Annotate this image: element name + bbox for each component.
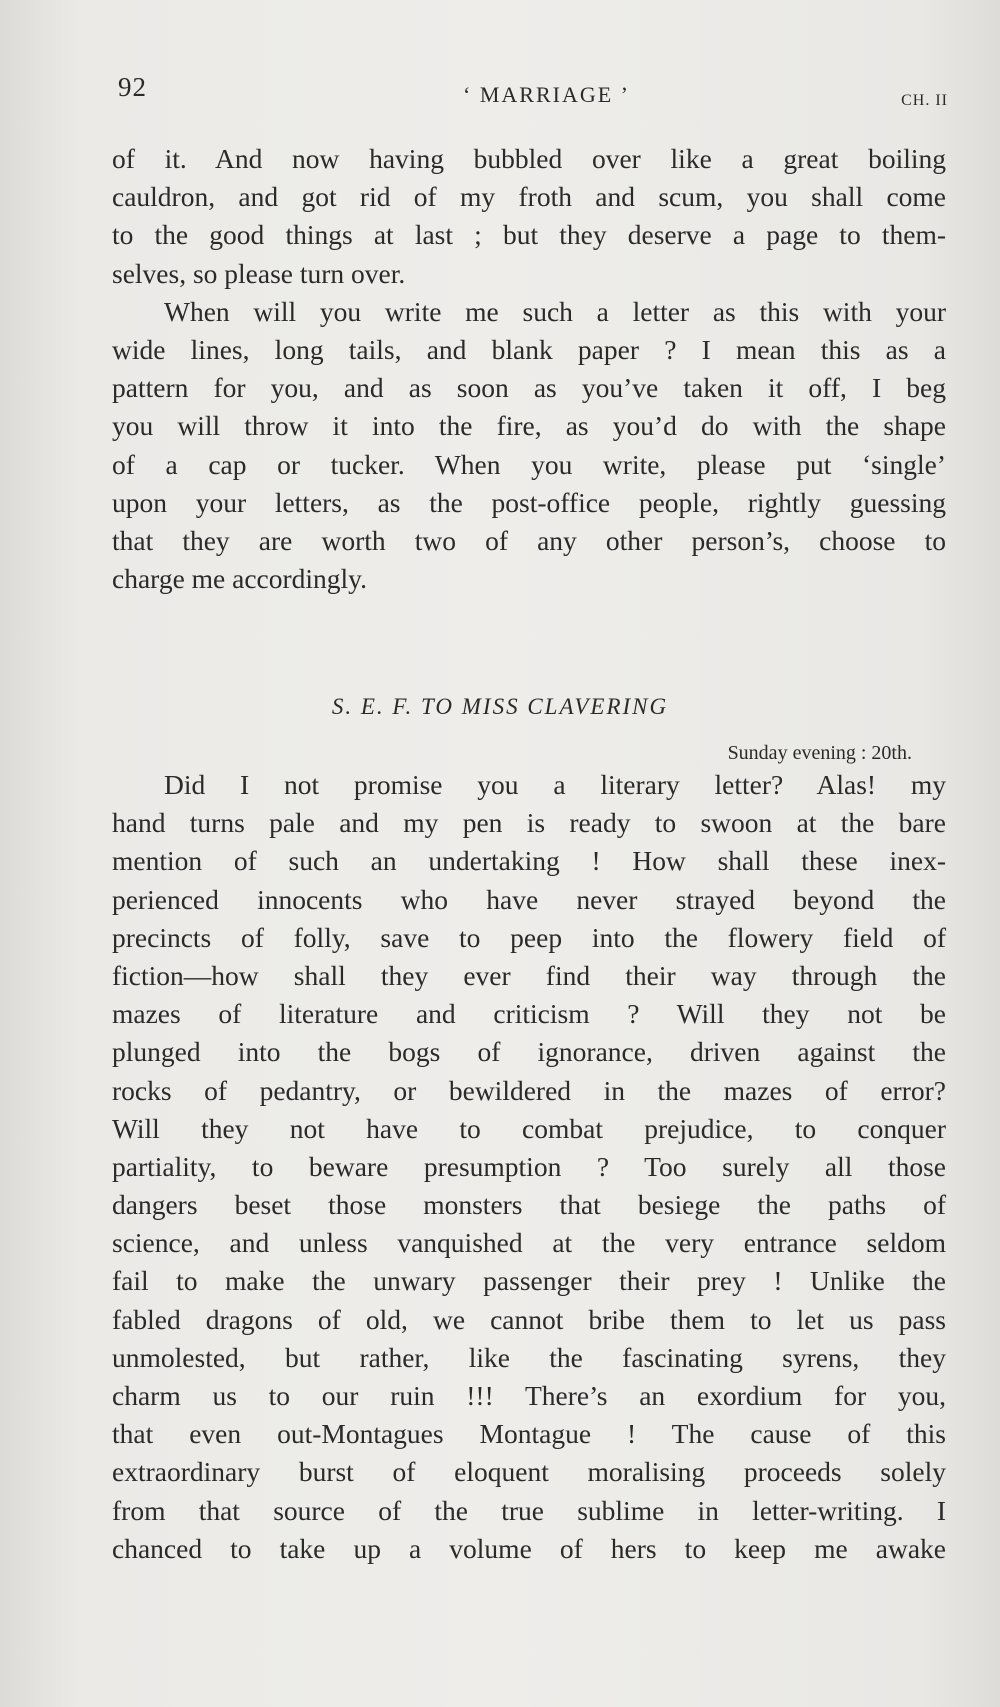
text-line: plunged into the bogs of ignorance, driven against the <box>112 1036 946 1068</box>
letter-heading: S. E. F. TO MISS CLAVERING <box>331 694 669 719</box>
text-line: extraordinary burst of eloquent moralising proceeds solely <box>112 1456 946 1488</box>
text-line: fail to make the unwary passenger their prey ! Unlike the <box>112 1265 946 1297</box>
paragraph-block-2 <box>112 766 946 1568</box>
text-line: fiction—how shall they ever find their way through the <box>112 959 946 991</box>
text-line: hand turns pale and my pen is ready to swoon at the bare <box>112 807 946 839</box>
text-line: of it. And now having bubbled over like a great boiling <box>112 143 946 174</box>
page-number: 92 <box>118 72 147 102</box>
text-line: that they are worth two of any other person’s, choose to <box>112 524 946 556</box>
text-line: partiality, to beware presumption ? Too surely all those <box>112 1150 946 1182</box>
text-line: upon your letters, as the post-office people, rightly guessing <box>112 486 946 518</box>
text-line: fabled dragons of old, we cannot bribe them to let us pass <box>112 1303 946 1335</box>
text-line: Will they not have to combat prejudice, to conquer <box>112 1112 946 1144</box>
text-line: mazes of literature and criticism ? Will they not be <box>112 998 946 1030</box>
text-line: selves, so please turn over. <box>112 257 406 289</box>
text-line: to the good things at last ; but they deserve a page to them- <box>112 219 946 251</box>
text-line: dangers beset those monsters that besiege the paths of <box>112 1189 946 1221</box>
text-line: pattern for you, and as soon as you’ve taken it off, I beg <box>112 372 946 404</box>
text-line: charm us to our ruin !!! There’s an exordium for you, <box>112 1380 946 1411</box>
text-line: science, and unless vanquished at the very entrance seldom <box>112 1227 946 1259</box>
chapter-label: CH. II <box>901 92 948 109</box>
text-line: mention of such an undertaking ! How shall these inex- <box>112 845 946 877</box>
text-line: you will throw it into the fire, as you’d do with the shape <box>112 410 946 442</box>
text-line: charge me accordingly. <box>112 563 368 595</box>
text-line: that even out-Montagues Montague ! The cause of this <box>112 1418 946 1450</box>
text-line: precincts of folly, save to peep into the flowery field of <box>112 921 946 953</box>
paragraph-block-1 <box>112 140 946 598</box>
text-line: rocks of pedantry, or bewildered in the mazes of error? <box>112 1074 946 1106</box>
text-line: cauldron, and got rid of my froth and scum, you shall come <box>112 181 946 213</box>
text-line: perienced innocents who have never strayed beyond the <box>112 883 946 915</box>
running-title: ‘ MARRIAGE ’ <box>463 82 630 107</box>
letter-dateline: Sunday evening : 20th. <box>727 742 912 764</box>
text-line: of a cap or tucker. When you write, please put ‘single’ <box>112 448 946 480</box>
text-line: When will you write me such a letter as this with your <box>164 295 946 327</box>
text-line: from that source of the true sublime in letter-writing. I <box>112 1494 946 1526</box>
text-line: wide lines, long tails, and blank paper ? I mean this as a <box>112 333 946 365</box>
text-line: unmolested, but rather, like the fascinating syrens, they <box>112 1341 946 1373</box>
text-line: chanced to take up a volume of hers to keep me awake <box>112 1532 946 1564</box>
page-header <box>118 72 948 112</box>
text-line: Did I not promise you a literary letter? Alas! my <box>164 769 946 800</box>
